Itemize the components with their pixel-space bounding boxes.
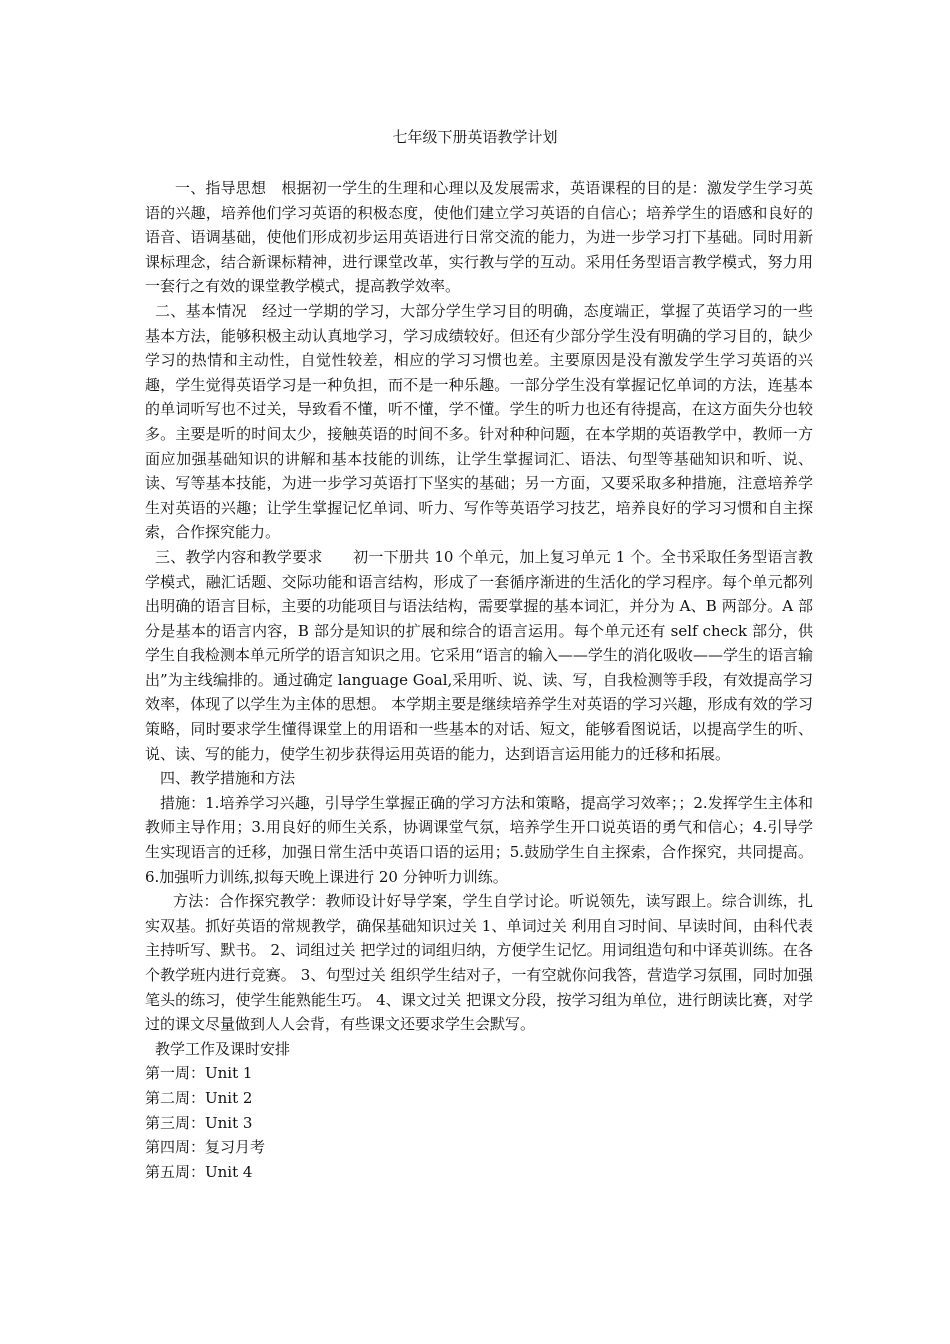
- document-title: 七年级下册英语教学计划: [392, 128, 558, 146]
- schedule-heading: 教学工作及课时安排: [155, 1039, 291, 1058]
- document-body: [145, 176, 813, 1184]
- section-heading-measures: 四、教学措施和方法: [160, 769, 296, 788]
- paragraph-teaching-content: 三、教学内容和教学要求 初一下册共 10 个单元，加上复习单元 1 个。全书采取任务型语言教学模式，融汇话题、交际功能和语言结构，形成了一套循序渐进的生活化的学习程序。每个单元都列出明确的语言目标，主要的功能项目与语法结构，需要掌握的基本词汇，并分为 A、B 两部分。A 部分是基本的语言内容，B 部分是知识的扩展和综合的语言运用。每个单元还有 self check 部分，供学生自我检测本单元所学的语言知识之用。它采用“语言的输入——学生的消化吸收——学生的语言输出”为主线编排的。通过确定 language Goal,采用听、说、读、写，自我检测等手段，有效提高学习效率，体现了以学生为主体的思想。 本学期主要是继续培养学生对英语的学习兴趣，形成有效的学习策略，同时要求学生懂得课堂上的用语和一些基本的对话、短文，能够看图说话，以提高学生的听、说、读、写的能力，使学生初步获得运用英语的能力，达到语言运用能力的迁移和拓展。: [145, 547, 813, 763]
- paragraph-methods: 方法：合作探究教学：教师设计好导学案，学生自学讨论。听说领先，读写跟上。综合训练，扎实双基。抓好英语的常规教学，确保基础知识过关 1、单词过关 利用自习时间、早读时间，由科代表主持听写、默书。 2、词组过关 把学过的词组归纳，方便学生记忆。用词组造句和中译英训练。在各个教学班内进行竞赛。 3、句型过关 组织学生结对子，一有空就你问我答，营造学习氛围，同时加强笔头的练习，使学生能熟能生巧。 4、课文过关 把课文分段，按学习组为单位，进行朗读比赛，对学过的课文尽量做到人人会背，有些课文还要求学生会默写。: [145, 892, 813, 1034]
- paragraph-basic-situation: 二、基本情况 经过一学期的学习，大部分学生学习目的明确，态度端正，掌握了英语学习的一些基本方法，能够积极主动认真地学习，学习成绩较好。但还有少部分学生没有明确的学习目的，缺少学习的热情和主动性，自觉性较差，相应的学习习惯也差。主要原因是没有激发学生学习英语的兴趣，学生觉得英语学习是一种负担，而不是一种乐趣。一部分学生没有掌握记忆单词的方法，连基本的单词听写也不过关，导致看不懂，听不懂，学不懂。学生的听力也还有待提高，在这方面失分也较多。主要是听的时间太少，接触英语的时间不多。针对种种问题，在本学期的英语教学中，教师一方面应加强基础知识的讲解和基本技能的训练，让学生掌握词汇、语法、句型等基础知识和听、说、读、写等基本技能，为进一步学习英语打下坚实的基础；另一方面，又要采取多种措施，注意培养学生对英语的兴趣；让学生掌握记忆单词、听力、写作等英语学习技艺，培养良好的学习习惯和自主探索，合作探究能力。: [145, 301, 813, 542]
- paragraph-measures: 措施：1.培养学习兴趣，引导学生掌握正确的学习方法和策略，提高学习效率；；2.发挥学生主体和教师主导作用；3.用良好的师生关系，协调课堂气氛，培养学生开口说英语的勇气和信心；4.引导学生实现语言的迁移，加强日常生活中英语口语的运用；5.鼓励学生自主探索，合作探究，共同提高。6.加强听力训练,拟每天晚上课进行 20 分钟听力训练。: [145, 793, 813, 886]
- paragraph-guiding-ideology: 一、指导思想 根据初一学生的生理和心理以及发展需求，英语课程的目的是：激发学生学习英语的兴趣，培养他们学习英语的积极态度，使他们建立学习英语的自信心；培养学生的语感和良好的语音、语调基础，使他们形成初步运用英语进行日常交流的能力，为进一步学习打下基础。同时用新课标理念，结合新课标精神，进行课堂改革，实行教与学的互动。采用任务型语言教学模式，努力用一套行之有效的课堂教学模式，提高教学效率。: [145, 179, 813, 296]
- schedule-item: 第一周：Unit 1: [145, 1064, 253, 1083]
- schedule-item: 第五周：Unit 4: [145, 1162, 253, 1181]
- schedule-item: 第二周：Unit 2: [145, 1088, 253, 1107]
- schedule-item: 第三周：Unit 3: [145, 1113, 253, 1132]
- schedule-item: 第四周：复习月考: [145, 1138, 266, 1157]
